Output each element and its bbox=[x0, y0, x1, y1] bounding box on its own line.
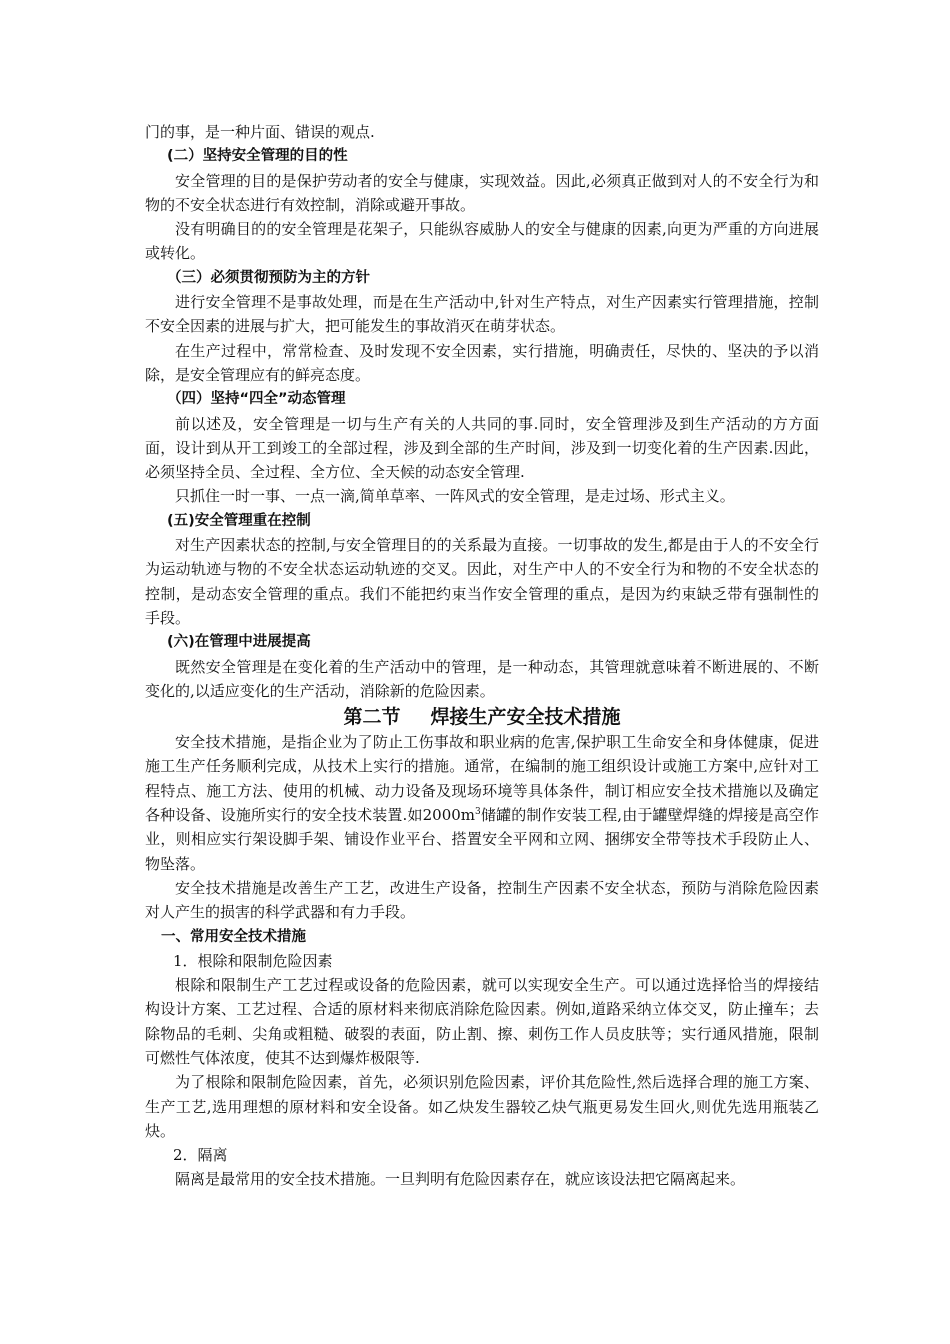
heading-2: (二）坚持安全管理的目的性 bbox=[167, 148, 348, 165]
paragraph: 没有明确目的的安全管理是花架子，只能纵容威胁人的安全与健康的因素,向更为严重的方向进展或转化。 bbox=[145, 220, 819, 263]
section-heading: 焊接生产安全技术措施 bbox=[430, 706, 621, 729]
paragraph: 只抓住一时一事、一点一滴,简单草率、一阵风式的安全管理，是走过场、形式主义。 bbox=[175, 487, 735, 506]
paragraph: 对生产因素状态的控制,与安全管理目的的关系最为直接。一切事故的发生,都是由于人的不安全行为运动轨迹与物的不安全状态运动轨迹的交叉。因此，对生产中人的不安全行为和物的不安全状态的控制，是动态安全管理的重点。我们不能把约束当作安全管理的重点，是因为约束缺乏带有强制性的手段。 bbox=[145, 536, 819, 627]
paragraph: 根除和限制生产工艺过程或设备的危险因素，就可以实现安全生产。可以通过选择恰当的焊接结构设计方案、工艺过程、合适的原材料来彻底消除危险因素。例如,道路采纳立体交叉，防止撞车；去除物品的毛刺、尖角或粗糙、破裂的表面，防止割、擦、刺伤工作人员皮肤等；实行通风措施，限制可燃性气体浓度，使其不达到爆炸极限等. bbox=[145, 976, 819, 1067]
paragraph-text: 储罐的制作安装工程,由于罐壁焊缝的焊接是高空作业，则相应实行架设脚手架、铺设作业平台、搭置安全平网和立网、捆绑安全带等技术手段防止人、物坠落。 bbox=[145, 806, 819, 873]
paragraph-text: 安全技术措施，是指企业为了防止工伤事故和职业病的危害,保护职工生命安全和身体健康，促进施工生产任务顺利完成，从技术上实行的措施。通常，在编制的施工组织设计或施工方案中,应针对工程特点、施工方法、使用的机械、动力设备及现场环境等具体条件，制订相应安全技术措施以及确定各种设备、设施所实行的安全技术装置.如2000m bbox=[145, 733, 819, 825]
paragraph: 安全管理的目的是保护劳动者的安全与健康，实现效益。因此,必须真正做到对人的不安全行为和物的不安全状态进行有效控制，消除或避开事故。 bbox=[145, 171, 819, 214]
heading-3: （三）必须贯彻预防为主的方针 bbox=[167, 269, 370, 286]
heading-main: 一、常用安全技术措施 bbox=[161, 928, 306, 945]
document-body bbox=[145, 120, 819, 1192]
paragraph: 既然安全管理是在变化着的生产活动中的管理，是一种动态，其管理就意味着不断进展的、不断变化的,以适应变化的生产活动，消除新的危险因素。 bbox=[145, 657, 819, 700]
paragraph: 在生产过程中，常常检查、及时发现不安全因素，实行措施，明确责任，尽快的、坚决的予以消除，是安全管理应有的鲜亮态度。 bbox=[145, 341, 819, 384]
heading-5: (五)安全管理重在控制 bbox=[167, 512, 311, 529]
paragraph: 为了根除和限制危险因素，首先，必须识别危险因素，评价其危险性,然后选择合理的施工方案、生产工艺,选用理想的原材料和安全设备。如乙炔发生器较乙炔气瓶更易发生回火,则优先选用瓶装乙炔。 bbox=[145, 1073, 819, 1140]
section-number: 第二节 bbox=[343, 706, 401, 729]
paragraph: 安全技术措施是改善生产工艺，改进生产设备，控制生产因素不安全状态，预防与消除危险因素对人产生的损害的科学武器和有力手段。 bbox=[145, 878, 819, 922]
subheading: 1．根除和限制危险因素 bbox=[173, 951, 333, 970]
superscript: 3 bbox=[475, 807, 481, 818]
subheading: 2．隔离 bbox=[173, 1146, 228, 1165]
heading-6: (六)在管理中进展提高 bbox=[167, 634, 311, 651]
section-title bbox=[145, 704, 819, 730]
paragraph: 门的事，是一种片面、错误的观点. bbox=[145, 123, 375, 141]
paragraph: 前以述及，安全管理是一切与生产有关的人共同的事.同时，安全管理涉及到生产活动的方方面面，设计到从开工到竣工的全部过程，涉及到全部的生产时间，涉及到一切变化着的生产因素.因此，必须坚持全员、全过程、全方位、全天候的动态安全管理. bbox=[145, 414, 819, 482]
paragraph: 隔离是最常用的安全技术措施。一旦判明有危险因素存在，就应该设法把它隔离起来。 bbox=[175, 1170, 746, 1189]
heading-4: （四）坚持“四全”动态管理 bbox=[167, 391, 346, 408]
paragraph: 进行安全管理不是事故处理，而是在生产活动中,针对生产特点，对生产因素实行管理措施，控制不安全因素的进展与扩大，把可能发生的事故消灭在萌芽状态。 bbox=[145, 293, 819, 336]
paragraph bbox=[145, 730, 819, 876]
